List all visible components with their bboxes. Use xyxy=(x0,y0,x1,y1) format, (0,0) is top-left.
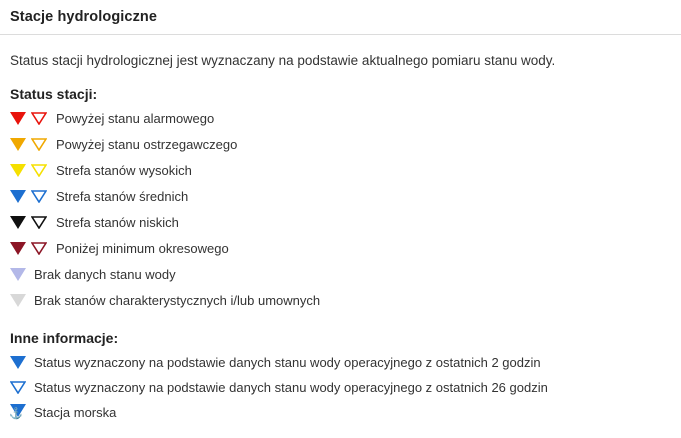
triangle-down-hollow-icon xyxy=(31,112,47,125)
triangle-down-hollow-icon xyxy=(31,164,47,177)
triangle-down-filled-icon xyxy=(10,294,26,307)
triangle-down-filled-icon xyxy=(10,268,26,281)
info-legend-list xyxy=(0,350,681,425)
legend-item-label: Powyżej stanu alarmowego xyxy=(56,110,215,126)
legend-item-label: Strefa stanów wysokich xyxy=(56,162,192,178)
info-item xyxy=(10,375,671,400)
info-item-label: Status wyznaczony na podstawie danych stanu wody operacyjnego z ostatnich 26 godzin xyxy=(34,379,548,395)
info-item xyxy=(10,350,671,375)
legend-item xyxy=(10,106,671,132)
status-legend-list xyxy=(0,106,681,314)
legend-icon-group xyxy=(10,294,34,307)
legend-icon-group xyxy=(10,190,56,203)
info-item-label: Status wyznaczony na podstawie danych stanu wody operacyjnego z ostatnich 2 godzin xyxy=(34,354,541,370)
legend-item-label: Poniżej minimum okresowego xyxy=(56,240,229,256)
triangle-down-filled-icon xyxy=(10,164,26,177)
triangle-down-hollow-icon xyxy=(31,216,47,229)
legend-item xyxy=(10,262,671,288)
legend-icon-group xyxy=(10,242,56,255)
triangle-down-hollow-icon xyxy=(31,190,47,203)
legend-item xyxy=(10,210,671,236)
triangle-down-filled-icon xyxy=(10,242,26,255)
legend-item-label: Strefa stanów średnich xyxy=(56,188,189,204)
triangle-down-filled-icon xyxy=(10,112,26,125)
legend-item-label: Brak danych stanu wody xyxy=(34,266,176,282)
triangle-down-hollow-icon xyxy=(10,381,26,394)
legend-icon-group xyxy=(10,216,56,229)
anchor-icon: ⚓ xyxy=(9,408,23,421)
legend-icon-group xyxy=(10,112,56,125)
triangle-down-filled-icon xyxy=(10,190,26,203)
legend-item xyxy=(10,158,671,184)
legend-item xyxy=(10,132,671,158)
legend-item-label: Brak stanów charakterystycznych i/lub umownych xyxy=(34,292,321,308)
legend-icon-group xyxy=(10,164,56,177)
triangle-down-filled-icon xyxy=(10,356,26,369)
triangle-down-filled-icon xyxy=(10,138,26,151)
legend-icon-group xyxy=(10,268,34,281)
triangle-down-hollow-icon xyxy=(31,138,47,151)
status-section-title: Status stacji: xyxy=(10,85,98,102)
info-item xyxy=(10,400,671,425)
intro-text: Status stacji hydrologicznej jest wyznaczany na podstawie aktualnego pomiaru stanu wody. xyxy=(10,53,556,68)
page-title: Stacje hydrologiczne xyxy=(0,0,681,35)
legend-item xyxy=(10,184,671,210)
info-item-label: Stacja morska xyxy=(34,404,117,420)
legend-item-label: Powyżej stanu ostrzegawczego xyxy=(56,136,238,152)
legend-icon-group xyxy=(10,138,56,151)
info-icon-group xyxy=(10,404,34,420)
info-icon-group xyxy=(10,381,34,394)
legend-item xyxy=(10,236,671,262)
triangle-down-hollow-icon xyxy=(31,242,47,255)
legend-item-label: Strefa stanów niskich xyxy=(56,214,179,230)
info-section-title: Inne informacje: xyxy=(10,329,119,346)
sea-station-icon xyxy=(10,404,26,420)
info-icon-group xyxy=(10,356,34,369)
legend-item xyxy=(10,288,671,314)
triangle-down-filled-icon xyxy=(10,216,26,229)
